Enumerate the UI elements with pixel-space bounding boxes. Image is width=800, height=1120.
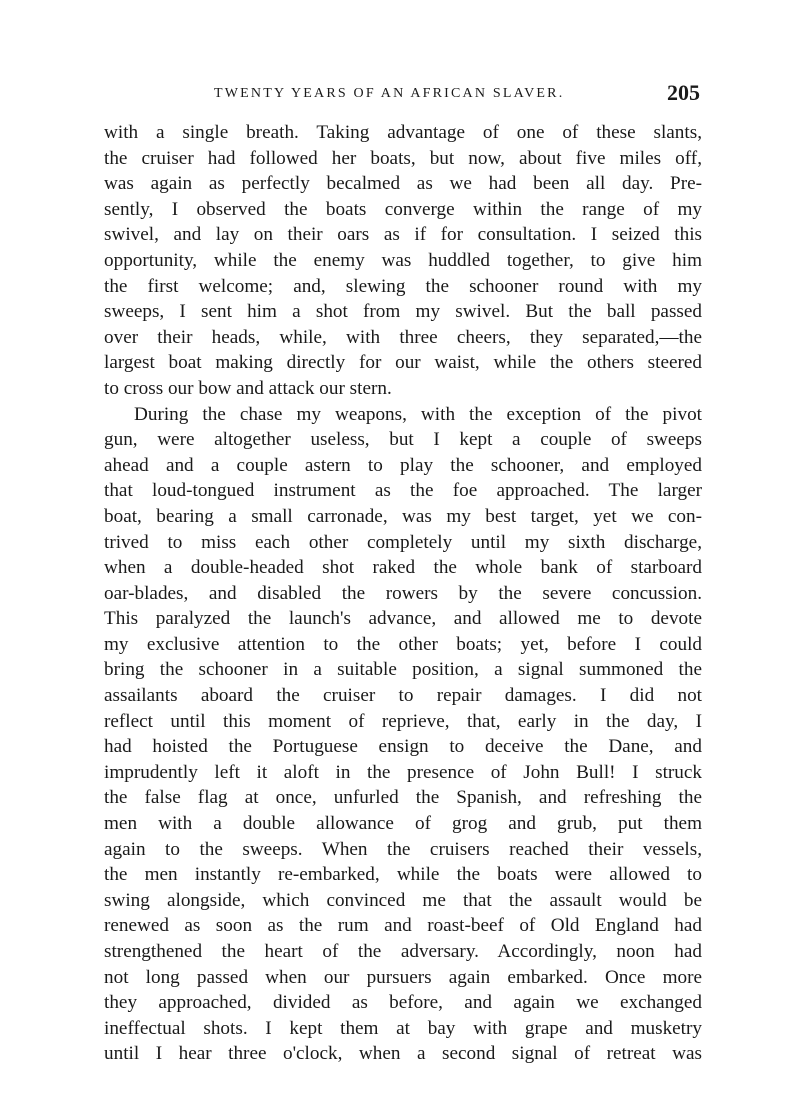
text-line: swing alongside, which convinced me that the assault would be xyxy=(104,889,702,911)
text-line: opportunity, while the enemy was huddled together, to give him xyxy=(104,249,702,271)
text-line: This paralyzed the launch's advance, and allowed me to devote xyxy=(104,608,702,630)
text-line: strengthened the heart of the adversary. Accordingly, noon had xyxy=(104,941,702,962)
text-line: with a single breath. Taking advantage of one of these slants, xyxy=(104,122,702,143)
text-line: During the chase my weapons, with the exception of the pivot xyxy=(134,403,702,425)
text-line: boat, bearing a small carronade, was my best target, yet we con- xyxy=(104,505,702,527)
text-line: they approached, divided as before, and again we exchanged xyxy=(104,992,702,1014)
text-line: when a double-headed shot raked the whole bank of starboard xyxy=(104,557,702,579)
text-line: trived to miss each other completely until my sixth discharge, xyxy=(104,531,702,553)
text-line: oar-blades, and disabled the rowers by the severe concussion. xyxy=(104,582,702,604)
text-line: was again as perfectly becalmed as we had been all day. Pre- xyxy=(104,173,702,195)
text-line: the men instantly re-embarked, while the boats were allowed to xyxy=(104,864,702,886)
text-line: renewed as soon as the rum and roast-beef of Old England had xyxy=(104,915,702,937)
text-line: swivel, and lay on their oars as if for consultation. I seized this xyxy=(104,224,702,246)
text-line: the first welcome; and, slewing the schooner round with my xyxy=(104,275,702,297)
text-line: reflect until this moment of reprieve, that, early in the day, I xyxy=(104,710,702,732)
text-line: the cruiser had followed her boats, but now, about five miles off, xyxy=(104,147,702,169)
text-line: that loud-tongued instrument as the foe approached. The larger xyxy=(104,480,702,502)
text-line: the false flag at once, unfurled the Spanish, and refreshing the xyxy=(104,787,702,809)
text-line: ahead and a couple astern to play the schooner, and employed xyxy=(104,454,702,476)
page-number: 205 xyxy=(667,80,700,105)
text-line: again to the sweeps. When the cruisers reached their vessels, xyxy=(104,838,702,860)
text-line: to cross our bow and attack our stern. xyxy=(104,377,392,399)
text-line: men with a double allowance of grog and grub, put them xyxy=(104,813,702,835)
running-title: TWENTY YEARS OF AN AFRICAN SLAVER. xyxy=(214,86,565,101)
text-line: not long passed when our pursuers again embarked. Once more xyxy=(104,966,702,988)
text-line: gun, were altogether useless, but I kept a couple of sweeps xyxy=(104,429,702,451)
text-line: bring the schooner in a suitable position, a signal summoned the xyxy=(104,659,702,681)
text-line: over their heads, while, with three cheers, they separated,—the xyxy=(104,326,702,348)
text-line: assailants aboard the cruiser to repair damages. I did not xyxy=(104,685,702,707)
text-line: had hoisted the Portuguese ensign to deceive the Dane, and xyxy=(104,736,702,758)
text-line: largest boat making directly for our waist, while the others steered xyxy=(104,352,702,374)
text-line: ineffectual shots. I kept them at bay with grape and musketry xyxy=(104,1017,702,1039)
text-line: sently, I observed the boats converge within the range of my xyxy=(104,198,702,220)
running-header xyxy=(104,80,704,110)
text-line: until I hear three o'clock, when a second signal of retreat was xyxy=(104,1043,702,1065)
text-line: sweeps, I sent him a shot from my swivel. But the ball passed xyxy=(104,301,702,323)
text-line: my exclusive attention to the other boats; yet, before I could xyxy=(104,633,702,655)
body-text xyxy=(104,120,702,1067)
text-line: imprudently left it aloft in the presence of John Bull! I struck xyxy=(104,761,702,783)
